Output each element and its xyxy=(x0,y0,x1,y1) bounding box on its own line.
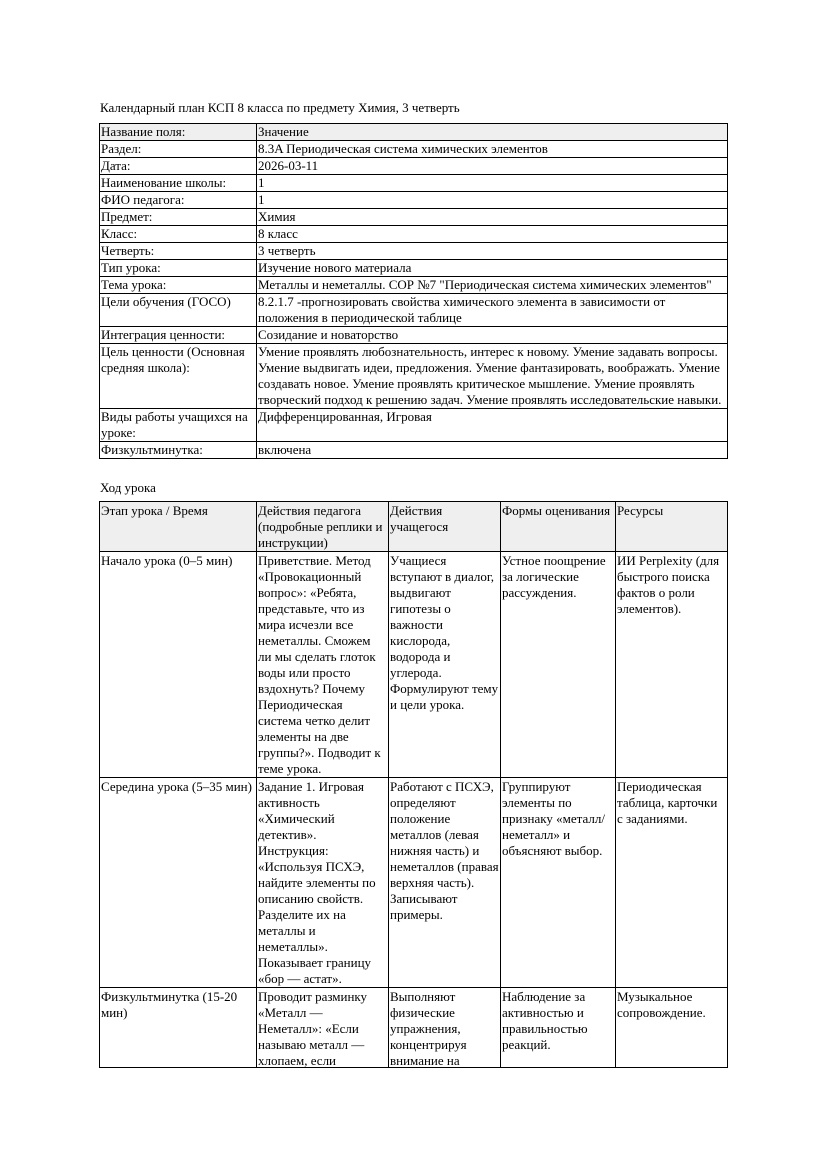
student-actions-cell xyxy=(389,988,501,1068)
teacher-actions-cell: Приветствие. Метод «Провокационный вопрос»: «Ребята, представьте, что из мира исчезли все неметаллы. Сможем ли мы сделать глоток воды или просто вздохнуть? Почему Периодическая система четко делит элементы на две группы?». Подводит к теме урока. xyxy=(257,552,389,778)
student-actions-cell: Учащиеся вступают в диалог, выдвигают гипотезы о важности кислорода, водорода и углерода. Формулируют тему и цели урока. xyxy=(389,552,501,778)
info-row-value-integration xyxy=(100,327,728,344)
lesson-table-header-row xyxy=(100,502,728,552)
info-field-label: Четверть: xyxy=(100,243,257,260)
info-field-value: 1 xyxy=(257,175,728,192)
info-row-lesson-topic xyxy=(100,277,728,294)
info-field-value: 8 класс xyxy=(257,226,728,243)
info-row-quarter xyxy=(100,243,728,260)
assessment-cell: Устное поощрение за логические рассуждения. xyxy=(501,552,616,778)
info-row-grade xyxy=(100,226,728,243)
info-field-label: Интеграция ценности: xyxy=(100,327,257,344)
info-row-work-types xyxy=(100,409,728,442)
info-field-label: Тип урока: xyxy=(100,260,257,277)
info-field-value: 1 xyxy=(257,192,728,209)
header-student-actions: Действия учащегося xyxy=(389,502,501,552)
info-field-value: 8.2.1.7 -прогнозировать свойства химического элемента в зависимости от положения в периодической таблице xyxy=(257,294,728,327)
info-field-label: Наименование школы: xyxy=(100,175,257,192)
assessment-text: Наблюдение за активностью и правильностью реакций. xyxy=(502,989,588,1052)
info-header-field: Название поля: xyxy=(100,124,257,141)
lesson-info-table xyxy=(99,123,728,459)
stage-cell: Начало урока (0–5 мин) xyxy=(100,552,257,778)
header-assessment: Формы оценивания xyxy=(501,502,616,552)
resources-cell: ИИ Perplexity (для быстрого поиска фактов о роли элементов). xyxy=(616,552,728,778)
info-field-value: включена xyxy=(257,442,728,459)
info-row-physical-break xyxy=(100,442,728,459)
info-field-label: Предмет: xyxy=(100,209,257,226)
info-field-value: Химия xyxy=(257,209,728,226)
info-row-section xyxy=(100,141,728,158)
info-field-value: Дифференцированная, Игровая xyxy=(257,409,728,442)
info-field-value: 3 четверть xyxy=(257,243,728,260)
info-row-learning-goals xyxy=(100,294,728,327)
stage-cell xyxy=(100,988,257,1068)
info-row-value-goal xyxy=(100,344,728,409)
header-stage: Этап урока / Время xyxy=(100,502,257,552)
lesson-progress-table xyxy=(99,501,728,1068)
header-resources: Ресурсы xyxy=(616,502,728,552)
stage-cell: Середина урока (5–35 мин) xyxy=(100,778,257,988)
assessment-cell xyxy=(501,988,616,1068)
info-table-header-row xyxy=(100,124,728,141)
info-field-label: Виды работы учащихся на уроке: xyxy=(100,409,257,442)
resources-text: Музыкальное сопровождение. xyxy=(617,989,706,1020)
lesson-progress-heading: Ход урока xyxy=(100,480,156,495)
lesson-row-middle xyxy=(100,778,728,988)
info-field-value: Изучение нового материала xyxy=(257,260,728,277)
info-header-value: Значение xyxy=(257,124,728,141)
info-field-label: Физкультминутка: xyxy=(100,442,257,459)
info-field-value: 8.3A Периодическая система химических элементов xyxy=(257,141,728,158)
info-row-school xyxy=(100,175,728,192)
resources-cell xyxy=(616,988,728,1068)
teacher-actions-text: Проводит разминку «Металл — Неметалл»: «Если называю металл — хлопаем, если xyxy=(258,989,368,1067)
info-field-label: Класс: xyxy=(100,226,257,243)
info-row-lesson-type xyxy=(100,260,728,277)
info-field-label: Цель ценности (Основная средняя школа): xyxy=(100,344,257,409)
info-row-teacher xyxy=(100,192,728,209)
student-actions-text: Выполняют физические упражнения, концентрируя внимание на xyxy=(390,989,467,1067)
info-field-label: ФИО педагога: xyxy=(100,192,257,209)
info-field-value: Умение проявлять любознательность, интерес к новому. Умение задавать вопросы. Умение выдвигать идеи, предложения. Умение фантазировать, воображать. Умение создавать новое. Умение проявлять критическое мышление. Умение проявлять творческий подход к решению задач. Умение проявлять исследовательские навыки. xyxy=(257,344,728,409)
resources-cell: Периодическая таблица, карточки с заданиями. xyxy=(616,778,728,988)
info-row-subject xyxy=(100,209,728,226)
assessment-cell: Группируют элементы по признаку «металл/неметалл» и объясняют выбор. xyxy=(501,778,616,988)
info-field-label: Раздел: xyxy=(100,141,257,158)
info-row-date xyxy=(100,158,728,175)
document-title: Календарный план КСП 8 класса по предмету Химия, 3 четверть xyxy=(100,100,460,115)
teacher-actions-cell xyxy=(257,988,389,1068)
info-field-value: Созидание и новаторство xyxy=(257,327,728,344)
info-field-value: 2026-03-11 xyxy=(257,158,728,175)
info-field-value: Металлы и неметаллы. СОР №7 "Периодическая система химических элементов" xyxy=(257,277,728,294)
stage-text: Физкультминутка (15-20 мин) xyxy=(101,989,238,1020)
lesson-row-start xyxy=(100,552,728,778)
info-field-label: Тема урока: xyxy=(100,277,257,294)
lesson-row-physical-break xyxy=(100,988,728,1068)
header-teacher-actions: Действия педагога (подробные реплики и инструкции) xyxy=(257,502,389,552)
teacher-actions-cell: Задание 1. Игровая активность «Химический детектив». Инструкция: «Используя ПСХЭ, найдите элементы по описанию свойств. Разделите их на металлы и неметаллы». Показывает границу «бор — астат». xyxy=(257,778,389,988)
info-field-label: Дата: xyxy=(100,158,257,175)
student-actions-cell: Работают с ПСХЭ, определяют положение металлов (левая нижняя часть) и неметаллов (правая верхняя часть). Записывают примеры. xyxy=(389,778,501,988)
info-field-label: Цели обучения (ГОСО) xyxy=(100,294,257,327)
